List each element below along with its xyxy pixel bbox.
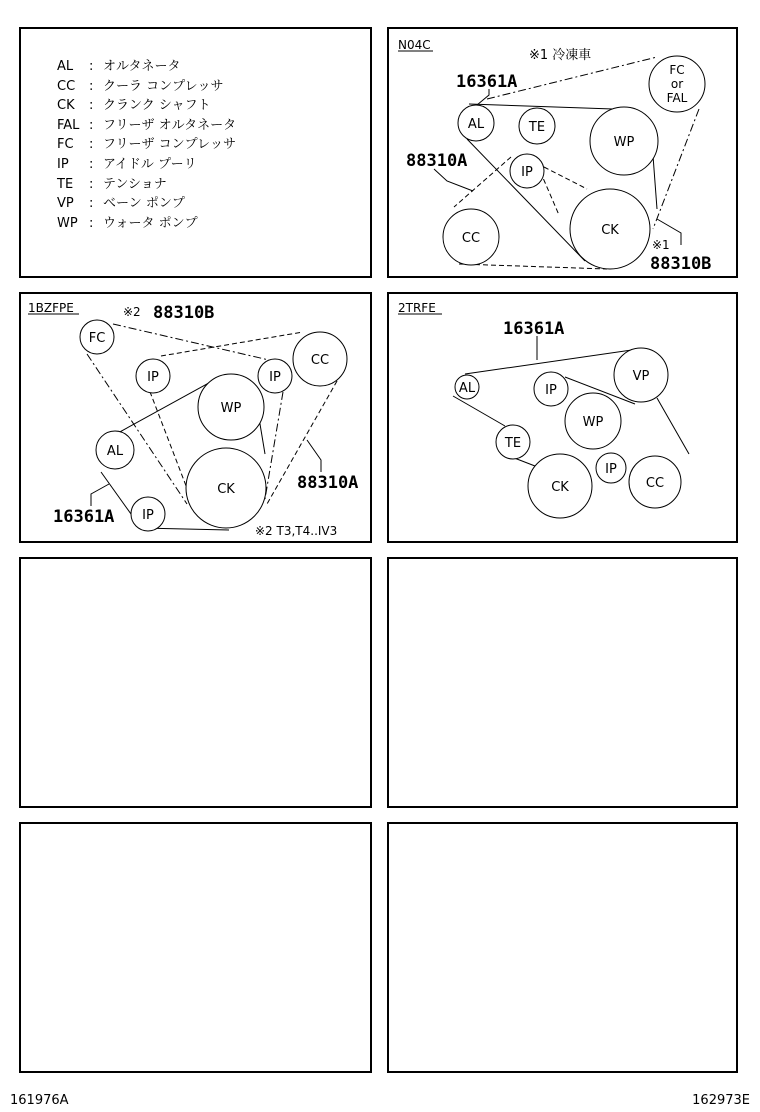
n04c-mark: ※1 <box>652 238 670 252</box>
empty-panel-4 <box>387 822 738 1073</box>
legend-row <box>57 118 236 134</box>
legend-desc: オルタネータ <box>103 59 181 74</box>
bzfpe-pulley-al-label: AL <box>106 444 124 459</box>
bzfpe-pulley-fc-label: FC <box>88 331 106 346</box>
bzfpe-pulley-ip2-label: IP <box>269 370 281 385</box>
footer-code-left: 161976A <box>10 1093 69 1108</box>
legend-desc: フリーザ オルタネータ <box>103 117 237 133</box>
n04c-part-cc: 88310A <box>406 151 468 171</box>
legend-colon: : <box>89 157 94 172</box>
trfe-pulley-wp-label: WP <box>582 415 604 430</box>
n04c-diagram-svg <box>389 29 736 276</box>
legend-abbr: CC <box>57 78 76 94</box>
trfe-pulley-ck-label: CK <box>551 480 569 495</box>
legend-row <box>57 79 223 95</box>
empty-panel-3 <box>19 822 372 1073</box>
n04c-pulley-wp-label: WP <box>613 135 635 150</box>
n04c-pulley-ip-label: IP <box>521 165 533 180</box>
empty-panel-2 <box>387 557 738 808</box>
bzfpe-pulley-ip3-label: IP <box>142 508 154 523</box>
legend-abbr: WP <box>57 215 78 231</box>
empty-panel-1 <box>19 557 372 808</box>
legend-row <box>57 59 180 75</box>
legend-desc: クランク シャフト <box>103 98 211 114</box>
n04c-pulley-ck-label: CK <box>601 223 619 238</box>
n04c-part-al: 16361A <box>456 72 518 92</box>
bzfpe-part-al: 16361A <box>53 507 115 527</box>
diagram-1bzfpe <box>19 292 372 543</box>
legend-abbr: FC <box>57 137 74 153</box>
legend-colon: : <box>89 215 94 231</box>
legend-abbr: AL <box>57 59 74 74</box>
legend-row <box>57 98 211 114</box>
legend-colon: : <box>89 117 94 133</box>
bzfpe-pulley-cc-label: CC <box>310 353 330 368</box>
legend-row <box>57 157 197 173</box>
legend-desc: アイドル プーリ <box>103 157 197 172</box>
diagram-n04c <box>387 27 738 278</box>
legend-row <box>57 216 198 232</box>
trfe-diagram-svg <box>389 294 736 541</box>
n04c-pulley-or-label: or <box>670 77 684 91</box>
legend-desc: クーラ コンプレッサ <box>103 78 224 94</box>
legend-abbr: CK <box>57 98 75 114</box>
legend-abbr: FAL <box>57 117 80 133</box>
bzfpe-mark: ※2 <box>123 305 141 319</box>
legend-row <box>57 177 167 193</box>
n04c-part-fc: 88310B <box>650 254 712 274</box>
legend-abbr: VP <box>57 196 74 212</box>
legend-row <box>57 196 185 212</box>
bzfpe-pulley-ip1-label: IP <box>147 370 159 385</box>
trfe-pulley-vp-label: VP <box>632 369 650 384</box>
bzfpe-note: ※2 T3,T4..IV3 <box>255 524 338 538</box>
legend-desc: ウォータ ポンプ <box>103 215 198 231</box>
diagram-2trfe <box>387 292 738 543</box>
legend-colon: : <box>89 176 94 192</box>
n04c-pulley-fal-label: FAL <box>666 91 688 105</box>
bzfpe-part-fc: 88310B <box>153 303 215 323</box>
trfe-title: 2TRFE <box>398 301 436 315</box>
footer-code-right: 162973E <box>692 1093 750 1108</box>
legend-desc: テンショナ <box>103 176 167 192</box>
legend-abbr: TE <box>57 176 74 192</box>
trfe-part: 16361A <box>503 319 565 339</box>
legend-colon: : <box>89 59 94 74</box>
bzfpe-diagram-svg <box>21 294 370 541</box>
trfe-pulley-al-label: AL <box>458 381 476 396</box>
bzfpe-part-cc: 88310A <box>297 473 359 493</box>
n04c-pulley-fc-label: FC <box>669 63 685 77</box>
n04c-pulley-al-label: AL <box>467 117 485 132</box>
legend-colon: : <box>89 98 94 114</box>
legend-colon: : <box>89 78 94 94</box>
n04c-pulley-cc-label: CC <box>461 231 481 246</box>
trfe-pulley-ip2-label: IP <box>605 462 617 477</box>
legend-row <box>57 137 236 153</box>
legend-desc: ベーン ポンプ <box>103 196 185 212</box>
bzfpe-title: 1BZFPE <box>28 301 74 315</box>
n04c-pulley-te-label: TE <box>528 120 546 135</box>
legend-abbr: IP <box>57 157 69 172</box>
trfe-pulley-ip1-label: IP <box>545 383 557 398</box>
legend-colon: : <box>89 196 94 212</box>
n04c-note: ※1 冷凍車 <box>529 48 592 63</box>
legend-desc: フリーザ コンプレッサ <box>103 137 236 153</box>
bzfpe-pulley-ck-label: CK <box>217 482 235 497</box>
n04c-title: N04C <box>398 38 431 52</box>
legend-colon: : <box>89 137 94 153</box>
bzfpe-pulley-wp-label: WP <box>220 401 242 416</box>
legend-panel <box>19 27 372 278</box>
trfe-pulley-cc-label: CC <box>645 476 665 491</box>
trfe-pulley-te-label: TE <box>504 436 522 451</box>
